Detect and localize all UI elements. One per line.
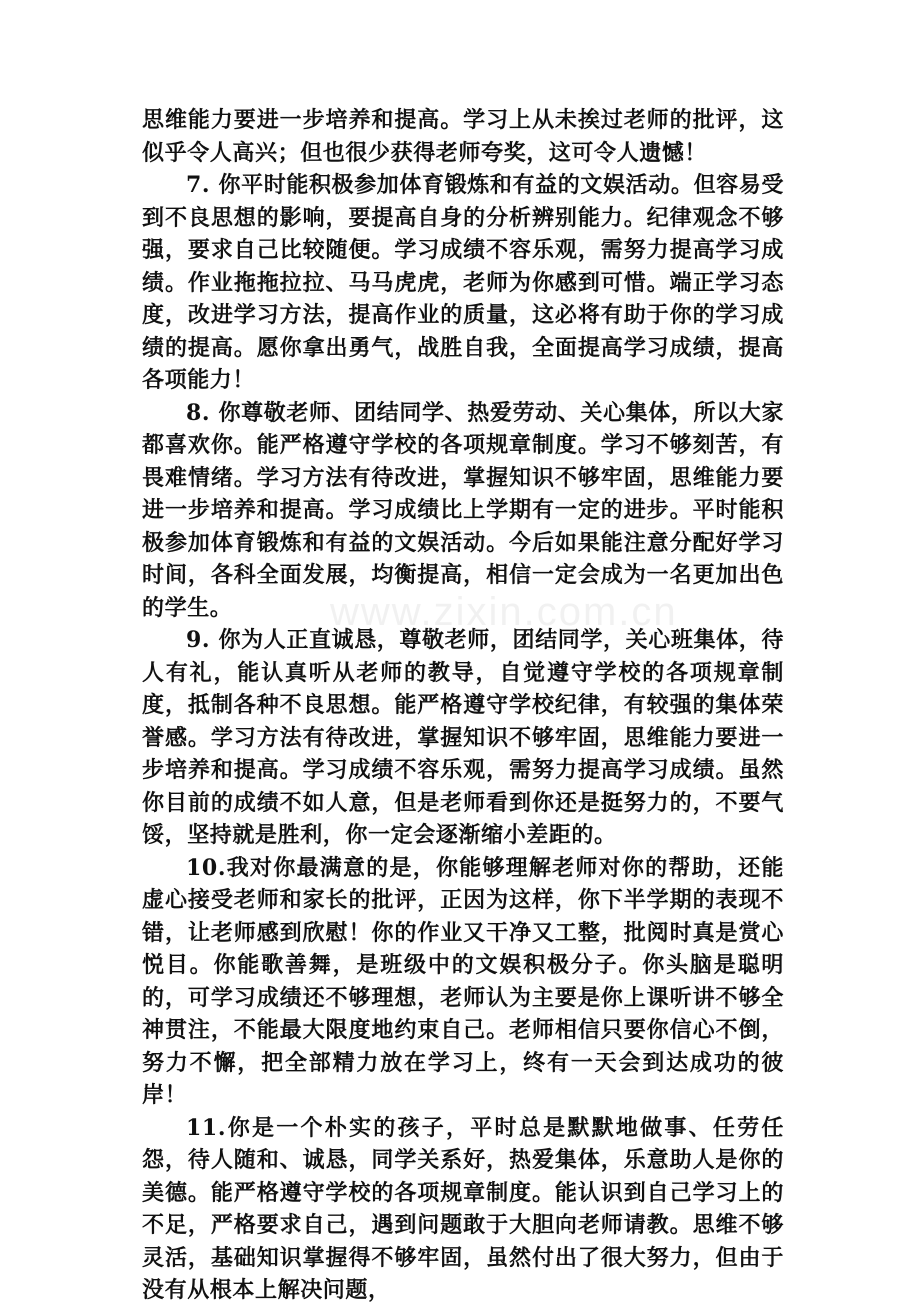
paragraph-11: 11.你是一个朴实的孩子，平时总是默默地做事、任劳任怨，待人随和、诚恳，同学关系好，热爱集体，乐意助人是你的美德。能严格遵守学校的各项规章制度。能认识到自己学习上的不足，严格要求自己，遇到问题敢于大胆向老师请教。思维不够灵活，基础知识掌握得不够牢固，虽然付出了很大努力，但由于没有从根本上解决问题， [142, 1114, 784, 1303]
watermark: www.zixin.com.cn [330, 590, 678, 634]
document-body [142, 104, 784, 1307]
paragraph-7: 7. 你平时能积极参加体育锻炼和有益的文娱活动。但容易受到不良思想的影响，要提高自身的分析辨别能力。纪律观念不够强，要求自己比较随便。学习成绩不容乐观，需努力提高学习成绩。作业拖拖拉拉、马马虎虎，老师为你感到可惜。端正学习态度，改进学习方法，提高作业的质量，这必将有助于你的学习成绩的提高。愿你拿出勇气，战胜自我，全面提高学习成绩，提高各项能力！ [142, 172, 784, 393]
paragraph-8: 8. 你尊敬老师、团结同学、热爱劳动、关心集体，所以大家都喜欢你。能严格遵守学校的各项规章制度。学习不够刻苦，有畏难情绪。学习方法有待改进，掌握知识不够牢固，思维能力要进一步培养和提高。学习成绩比上学期有一定的进步。平时能积极参加体育锻炼和有益的文娱活动。今后如果能注意分配好学习时间，各科全面发展，均衡提高，相信一定会成为一名更加出色的学生。 [142, 399, 784, 621]
paragraph-6-continued: 思维能力要进一步培养和提高。学习上从未挨过老师的批评，这似乎令人高兴；但也很少获得老师夸奖，这可令人遗憾！ [142, 107, 784, 166]
paragraph-9: 9. 你为人正直诚恳，尊敬老师，团结同学，关心班集体，待人有礼，能认真听从老师的教导，自觉遵守学校的各项规章制度，抵制各种不良思想。能严格遵守学校纪律，有较强的集体荣誉感。学习方法有待改进，掌握知识不够牢固，思维能力要进一步培养和提高。学习成绩不容乐观，需努力提高学习成绩。虽然你目前的成绩不如人意，但是老师看到你还是挺努力的，不要气馁，坚持就是胜利，你一定会逐渐缩小差距的。 [142, 627, 784, 848]
paragraph-10: 10.我对你最满意的是，你能够理解老师对你的帮助，还能虚心接受老师和家长的批评，正因为这样，你下半学期的表现不错，让老师感到欣慰！你的作业又干净又工整，批阅时真是赏心悦目。你能歌善舞，是班级中的文娱积极分子。你头脑是聪明的，可学习成绩还不够理想，老师认为主要是你上课听讲不够全神贯注，不能最大限度地约束自己。老师相信只要你信心不倒，努力不懈，把全部精力放在学习上，终有一天会到达成功的彼岸！ [142, 854, 784, 1108]
